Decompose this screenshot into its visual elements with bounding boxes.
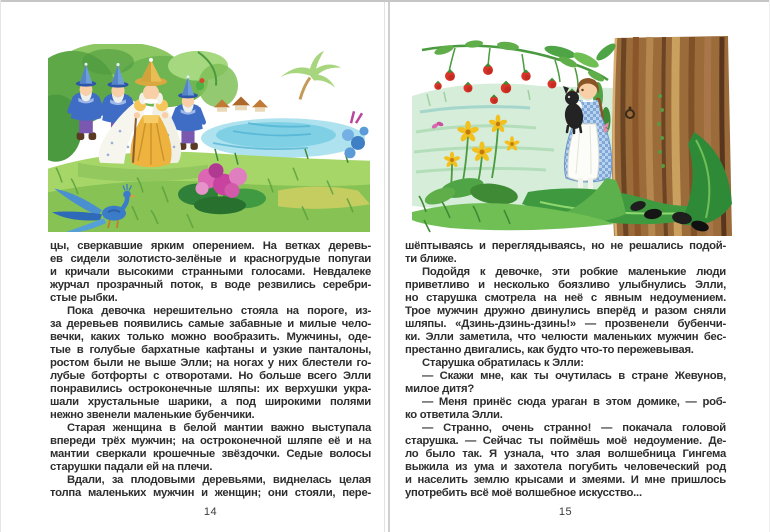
text-line: цы, сверкавшие ярким оперением. На ветках деревь- xyxy=(50,240,371,252)
text-line: вечки, каких только можно вообразить. Мужчины, оде- xyxy=(50,331,371,343)
text-line: ло было так. Я узнала, что злая волшебница Гингема xyxy=(405,448,726,460)
page-gutter-line xyxy=(388,2,390,532)
text-line: но старушка смотрела на неё с явным недоумением. xyxy=(405,292,726,304)
text-line: — Скажи мне, как ты очутилась в стране Жевунов, xyxy=(422,370,726,382)
text-line: тые в голубые бархатные кафтаны и узкие панталоны, xyxy=(50,344,371,356)
text-line: мантии сверкали крошечные звёздочки. Седые волосы xyxy=(50,448,371,460)
page-number: 15 xyxy=(558,506,573,518)
text-line: шляпы. «Дзинь-дзинь-дзинь!» — прозвенели бубенчи- xyxy=(405,318,726,330)
text-line: за деревьев появились самые забавные и милые чело- xyxy=(50,318,371,330)
text-line: Трое мужчин дружно двинулись вперёд и разом сняли xyxy=(405,305,726,317)
lake xyxy=(201,118,365,158)
text-line: впереди трёх мужчин; на остроконечной шляпе её и на xyxy=(50,435,371,447)
text-line: нежно звенели маленькие бубенчики. xyxy=(50,409,255,421)
page-number: 14 xyxy=(203,506,218,518)
text-line: престанно двигались, как будто что-то пережевывая. xyxy=(405,344,694,356)
page-gutter-line xyxy=(384,2,385,532)
text-line: Вдали, за плодовыми деревьями, виднелась целая xyxy=(67,474,371,486)
text-line: ко ответила Элли. xyxy=(405,409,503,421)
text-line: Пока девочка нерешительно стояла на пороге, из- xyxy=(67,305,371,317)
text-line: ти ближе. xyxy=(405,253,457,265)
text-line: журчал прозрачный поток, в воде резвились серебри- xyxy=(50,279,371,291)
text-line: толпа маленьких мужчин и женщин; они стояли, пере- xyxy=(50,487,371,499)
text-line: и кричали высокими странными голосами. Невдалеке xyxy=(50,266,371,278)
illustration-girl-by-tree xyxy=(410,36,735,236)
text-column-left xyxy=(50,240,371,500)
page-right xyxy=(390,0,770,532)
text-line: стые рыбки. xyxy=(50,292,118,304)
text-line: — Меня принёс сюда ураган в этом домике, — роб- xyxy=(422,396,726,408)
text-line: ки. Элли заметила, что челюсти маленьких мужчин бес- xyxy=(405,331,726,343)
text-column-right xyxy=(405,240,726,500)
text-line: и населить землю крысами и змеями. И мне пришлось xyxy=(405,474,726,486)
palm-tree xyxy=(280,51,341,99)
text-line: старушки падали ей на плечи. xyxy=(50,461,213,473)
text-line: милое дитя? xyxy=(405,383,475,395)
text-line: понравились остроконечные шляпы: их верхушки укра- xyxy=(50,383,371,395)
text-line: ев сидели золотисто-зелёные и красногрудые попугаи xyxy=(50,253,371,265)
illustration-meadow-scene xyxy=(48,44,370,232)
text-line: приветливо и несколько боязливо улыбнулись Элли, xyxy=(405,279,726,291)
text-line: шёптываясь и переглядываясь, но не решались подой- xyxy=(405,240,726,252)
text-line: Старая женщина в белой мантии важно выступала xyxy=(67,422,371,434)
text-line: выжила из ума и захотела погубить человеческий род xyxy=(405,461,726,473)
text-line: ростом были не выше Элли; на ногах у них блестели го- xyxy=(50,357,371,369)
text-line: лубые ботфорты с отворотами. Но больше всего Элли xyxy=(50,370,371,382)
text-line: употребить всё моё волшебное искусство... xyxy=(405,487,642,499)
text-line: — Странно, очень странно! — покачала головой xyxy=(422,422,726,434)
text-line: Старушка обратилась к Элли: xyxy=(422,357,584,369)
text-line: Подойдя к девочке, эти робкие маленькие люди xyxy=(422,266,726,278)
text-line: старушка. — Сейчас ты поймёшь моё недоумение. Де- xyxy=(405,435,726,447)
text-line: шали хрустальные шарики, а под широкими полями xyxy=(50,396,371,408)
